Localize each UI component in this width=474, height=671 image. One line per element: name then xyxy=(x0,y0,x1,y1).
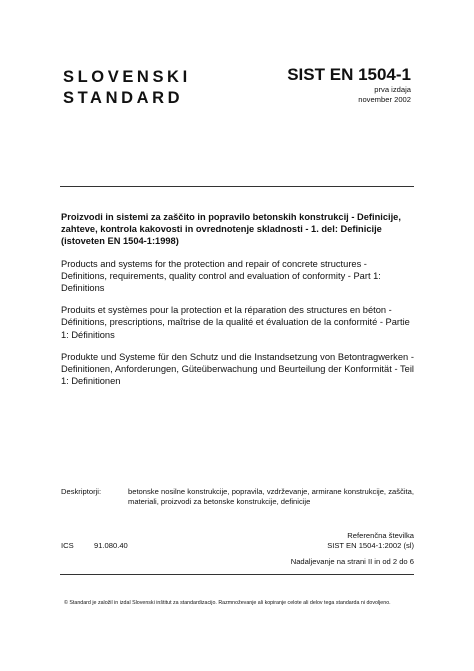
reference-number-label: Referenčna številka xyxy=(347,531,414,540)
title-slovenian: Proizvodi in sistemi za zaščito in popravilo betonskih konstrukcij - Definicije, zahteve, kontrola kakovosti in ovrednotenje skladnosti - 1. del: Definicije (istoveten EN 1504-1:1998) xyxy=(61,212,401,247)
document-type-heading xyxy=(63,67,191,109)
heading-line-slovenski: SLOVENSKI xyxy=(63,68,191,86)
title-german: Produkte und Systeme für den Schutz und die Instandsetzung von Betontragwerken - Definitionen, Anforderungen, Güteüberwachung und Beurteilung der Konformität - Teil 1: Definitionen xyxy=(61,351,414,387)
title-english: Products and systems for the protection and repair of concrete structures - Definitions, requirements, quality control and evaluation of conformity - Part 1: Definitions xyxy=(61,258,381,294)
top-divider xyxy=(60,186,414,187)
ics-label: ICS xyxy=(61,541,74,550)
bottom-divider xyxy=(60,574,414,575)
title-french: Produits et systèmes pour la protection et la réparation des structures en béton - Définitions, prescriptions, maîtrise de la qualité et évaluation de la conformité - Partie 1: Définitions xyxy=(61,305,410,340)
edition-label: prva izdaja xyxy=(374,85,411,94)
descriptors-label: Deskriptorji: xyxy=(61,487,102,496)
publication-date: november 2002 xyxy=(358,94,411,104)
standard-number: SIST EN 1504-1 xyxy=(287,65,411,84)
descriptors-text: betonske nosilne konstrukcije, popravila, vzdrževanje, armirane konstrukcije, zaščita, materiali, proizvodi za betonske konstrukcije, definicije xyxy=(128,487,414,507)
descriptors-row xyxy=(61,487,414,507)
copyright-footnote: © Standard je založil in izdal Slovenski inštitut za standardizacijo. Razmnoževanje ali kopiranje celote ali delov tega standarda ni dovoljeno. xyxy=(64,600,391,606)
continuation-note: Nadaljevanje na strani II in od 2 do 6 xyxy=(290,557,414,566)
heading-line-standard: STANDARD xyxy=(63,89,184,107)
standard-titles xyxy=(61,211,414,397)
reference-number-value: SIST EN 1504-1:2002 (sl) xyxy=(327,541,414,550)
ics-code: 91.080.40 xyxy=(94,541,128,550)
standard-identification xyxy=(287,65,411,104)
